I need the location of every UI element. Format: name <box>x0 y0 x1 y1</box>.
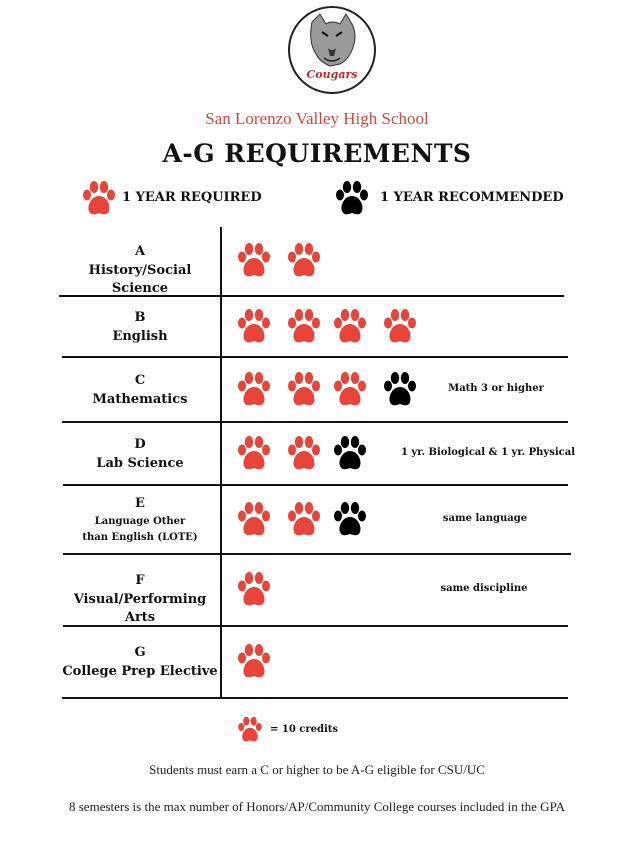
legend-recommended-label: 1 YEAR RECOMMENDED <box>380 190 564 205</box>
credits-label: = 10 credits <box>270 724 339 735</box>
page-title: A-G REQUIREMENTS <box>162 139 472 168</box>
paw-required-icon <box>333 371 367 409</box>
paw-required-icon <box>237 242 271 280</box>
row-note: 1 yr. Biological & 1 yr. Physical <box>400 446 576 458</box>
row-letter: B <box>134 309 146 325</box>
row-note: same language <box>442 512 528 524</box>
row-letter: G <box>134 645 146 660</box>
paw-required-icon <box>287 501 321 539</box>
school-name: San Lorenzo Valley High School <box>205 109 429 128</box>
row-subject: English <box>112 328 168 344</box>
row-subject: College Prep Elective <box>62 664 218 679</box>
row-subject: Mathematics <box>92 391 188 407</box>
paw-required-icon <box>237 571 271 609</box>
table-divider <box>62 421 568 423</box>
row-subject: Lab Science <box>96 455 184 471</box>
paw-required-icon <box>287 308 321 346</box>
paw-required-icon <box>237 371 271 409</box>
paw-recommended-icon <box>335 180 369 218</box>
footer-eligibility-note: Students must earn a C or higher to be A-G eligible for CSU/UC <box>149 762 485 777</box>
row-label-d <box>59 435 221 473</box>
row-subject: than English (LOTE) <box>82 531 198 543</box>
footer-gpa-note: 8 semesters is the max number of Honors/AP/Community College courses included in the GPA <box>69 799 565 814</box>
table-divider <box>62 356 568 358</box>
school-logo <box>288 6 376 94</box>
row-label-g <box>59 643 221 681</box>
row-letter: C <box>134 372 146 388</box>
table-divider <box>63 484 568 486</box>
table-divider <box>62 697 568 699</box>
paw-required-icon <box>237 308 271 346</box>
legend-required-label: 1 YEAR REQUIRED <box>122 190 262 205</box>
row-note: Math 3 or higher <box>448 382 544 394</box>
paw-required-icon <box>82 180 116 218</box>
paw-recommended-icon <box>333 435 367 473</box>
row-letter: A <box>134 244 146 259</box>
row-label-f <box>59 571 221 627</box>
paw-required-icon <box>287 371 321 409</box>
row-label-a <box>59 242 221 298</box>
row-subject: Visual/Performing Arts <box>73 592 207 625</box>
logo-text: Cougars <box>306 68 358 81</box>
paw-required-icon <box>383 308 417 346</box>
paw-recommended-icon <box>333 501 367 539</box>
paw-required-icon <box>237 435 271 473</box>
row-letter: F <box>135 573 145 588</box>
paw-required-icon <box>287 242 321 280</box>
row-label-b <box>59 308 221 346</box>
row-letter: E <box>135 495 145 511</box>
row-subject: Language Other <box>94 515 186 527</box>
paw-required-icon <box>333 308 367 346</box>
row-label-e <box>59 494 221 546</box>
row-note: same discipline <box>440 583 528 594</box>
paw-credit-icon <box>237 716 263 744</box>
table-divider <box>63 553 571 555</box>
paw-required-icon <box>237 643 271 681</box>
row-letter: D <box>134 436 146 452</box>
paw-required-icon <box>237 501 271 539</box>
paw-required-icon <box>287 435 321 473</box>
row-subject: History/Social Science <box>88 263 192 296</box>
row-label-c <box>59 371 221 409</box>
